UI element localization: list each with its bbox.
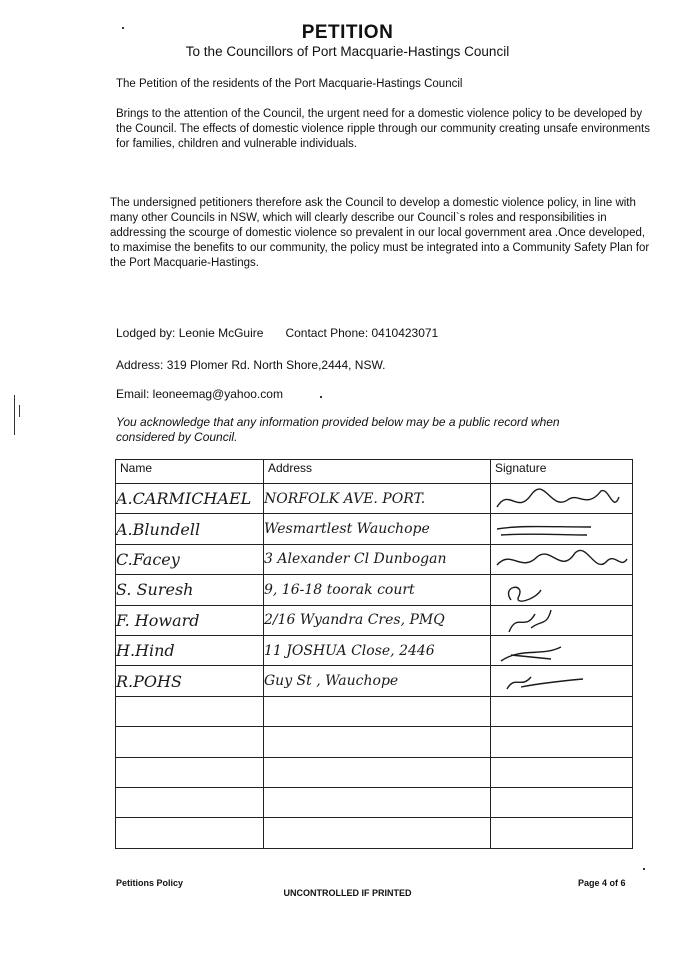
contact-phone: Contact Phone: 0410423071	[285, 326, 439, 340]
row-address: Guy St , Wauchope	[264, 666, 491, 696]
row-signature	[491, 818, 633, 848]
page-subtitle: To the Councillors of Port Macquarie-Hastings Council	[185, 44, 510, 59]
signature-scribble	[491, 606, 631, 634]
row-signature	[491, 575, 633, 605]
row-signature	[491, 696, 633, 726]
row-name: R.POHS	[116, 666, 264, 696]
footer-uncontrolled: UNCONTROLLED IF PRINTED	[283, 888, 412, 898]
table-row	[116, 484, 633, 514]
signature-scribble	[491, 637, 631, 665]
table-row	[116, 787, 633, 817]
row-address: 3 Alexander Cl Dunbogan	[264, 544, 491, 574]
row-name	[116, 757, 264, 787]
row-signature	[491, 666, 633, 696]
brings-paragraph: Brings to the attention of the Council, the urgent need for a domestic violence policy to be developed by the Council. The effects of domestic violence ripple through our community creating unsafe environments for families, children and vulnerable individuals.	[116, 108, 650, 150]
intro-paragraph: The Petition of the residents of the Port Macquarie-Hastings Council	[116, 78, 463, 90]
row-name	[116, 818, 264, 848]
row-name	[116, 696, 264, 726]
row-address: Wesmartlest Wauchope	[264, 514, 491, 544]
signature-scribble	[491, 576, 631, 604]
column-header-name: Name	[116, 460, 264, 484]
signature-scribble	[491, 485, 631, 513]
row-signature	[491, 544, 633, 574]
table-row	[116, 666, 633, 696]
table-row	[116, 757, 633, 787]
table-row	[116, 544, 633, 574]
row-address	[264, 787, 491, 817]
scan-artifact	[643, 868, 645, 870]
page-title: PETITION	[301, 22, 394, 43]
row-signature	[491, 635, 633, 665]
row-name: A.CARMICHAEL	[116, 484, 264, 514]
lodged-by-line	[116, 326, 438, 340]
row-signature	[491, 727, 633, 757]
table-row	[116, 514, 633, 544]
row-signature	[491, 484, 633, 514]
scan-artifact	[122, 27, 124, 29]
table-row	[116, 818, 633, 848]
signature-scribble	[491, 515, 631, 543]
table-row	[116, 727, 633, 757]
row-name: H.Hind	[116, 635, 264, 665]
footer-policy: Petitions Policy	[116, 878, 184, 888]
row-signature	[491, 757, 633, 787]
signature-scribble	[491, 667, 631, 695]
row-signature	[491, 514, 633, 544]
request-paragraph: The undersigned petitioners therefore ask the Council to develop a domestic violence policy, in line with many other Councils in NSW, which will clearly describe our Council`s roles and responsibilities in addressing the scourge of domestic violence so prevalent in our local government area .Once developed, to maximise the benefits to our community, the policy must be integrated into a Community Safety Plan for the Port Macquarie-Hastings.	[110, 197, 650, 269]
row-signature	[491, 787, 633, 817]
scan-artifact	[19, 405, 20, 417]
row-name: S. Suresh	[116, 575, 264, 605]
signature-table	[115, 459, 633, 849]
row-name: C.Facey	[116, 544, 264, 574]
row-address: 2/16 Wyandra Cres, PMQ	[264, 605, 491, 635]
lodger-email: Email: leoneemag@yahoo.com	[116, 387, 283, 401]
row-name: F. Howard	[116, 605, 264, 635]
row-address	[264, 757, 491, 787]
row-address	[264, 727, 491, 757]
lodged-by: Lodged by: Leonie McGuire	[116, 326, 264, 340]
table-row	[116, 696, 633, 726]
footer-page-number: Page 4 of 6	[578, 878, 626, 888]
scan-artifact	[14, 395, 15, 435]
table-row	[116, 575, 633, 605]
table-row	[116, 605, 633, 635]
row-address	[264, 818, 491, 848]
table-row	[116, 635, 633, 665]
row-name: A.Blundell	[116, 514, 264, 544]
lodger-address: Address: 319 Plomer Rd. North Shore,2444, NSW.	[116, 358, 386, 372]
row-name	[116, 787, 264, 817]
acknowledgement-note: You acknowledge that any information provided below may be a public record when considered by Council.	[116, 415, 560, 444]
row-signature	[491, 605, 633, 635]
row-address: 9, 16-18 toorak court	[264, 575, 491, 605]
row-address	[264, 696, 491, 726]
table-header-row	[116, 460, 633, 484]
row-address: 11 JOSHUA Close, 2446	[264, 635, 491, 665]
column-header-signature: Signature	[491, 460, 633, 484]
column-header-address: Address	[264, 460, 491, 484]
row-name	[116, 727, 264, 757]
row-address: NORFOLK AVE. PORT.	[264, 484, 491, 514]
scan-artifact	[320, 396, 322, 398]
signature-scribble	[491, 545, 631, 573]
